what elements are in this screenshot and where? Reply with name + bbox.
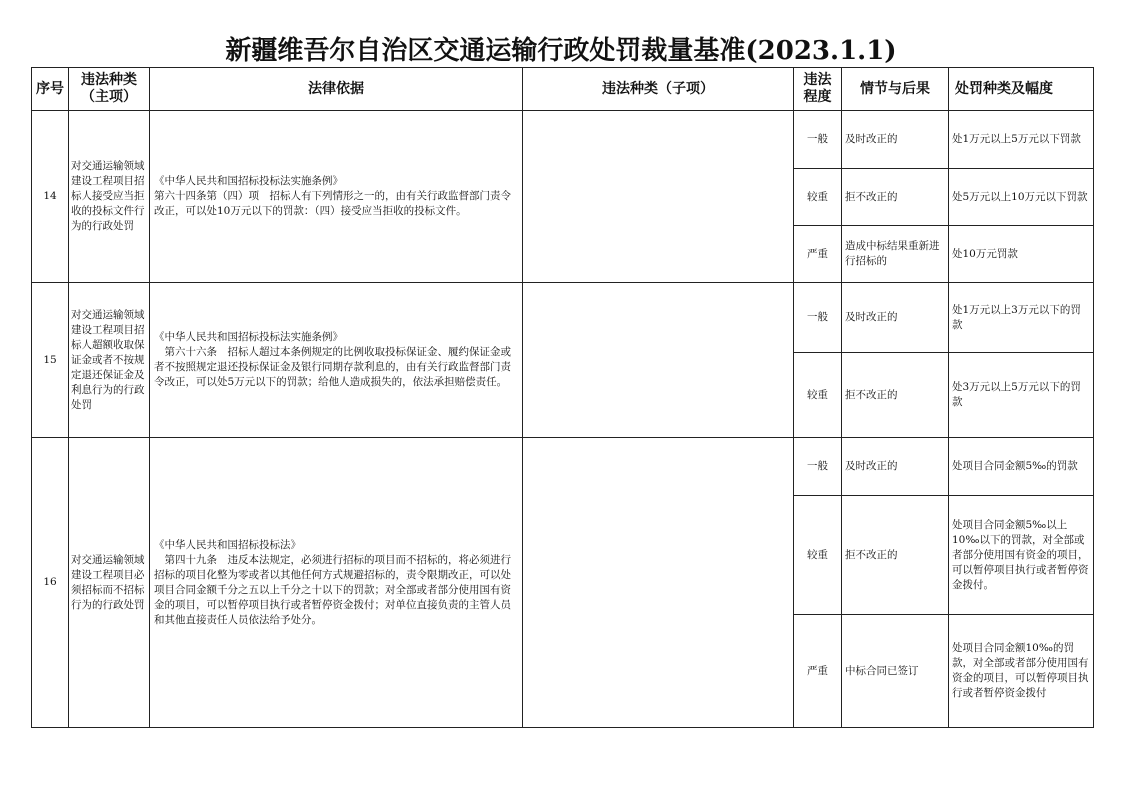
degree-cell: 严重 [794, 226, 842, 283]
row-number: 15 [32, 283, 69, 438]
legal-basis-cell: 《中华人民共和国招标投标法实施条例》 第六十六条 招标人超过本条例规定的比例收取投标保证金、履约保证金或者不按照规定退还投标保证金及银行同期存款利息的，由有关行政监督部门责令改正，可以处5万元以下的罚款；给他人造成损失的，依法承担赔偿责任。 [150, 283, 523, 438]
degree-cell: 较重 [794, 353, 842, 438]
header-circumstances: 情节与后果 [842, 68, 949, 111]
sub-category-cell [523, 283, 794, 438]
degree-cell: 一般 [794, 438, 842, 496]
penalty-cell: 处1万元以上5万元以下罚款 [949, 111, 1094, 169]
table-header-row [32, 68, 1094, 111]
header-penalty: 处罚种类及幅度 [949, 68, 1094, 111]
circumstances-cell: 及时改正的 [842, 438, 949, 496]
main-category-cell: 对交通运输领域建设工程项目招标人超额收取保证金或者不按规定退还保证金及利息行为的行政处罚 [69, 283, 150, 438]
legal-basis-cell: 《中华人民共和国招标投标法》 第四十九条 违反本法规定，必须进行招标的项目而不招标的，将必须进行招标的项目化整为零或者以其他任何方式规避招标的，责令限期改正，可以处项目合同金额千分之五以上千分之十以下的罚款；对全部或者部分使用国有资金的项目，可以暂停项目执行或者暂停资金拨付；对单位直接负责的主管人员和其他直接责任人员依法给予处分。 [150, 438, 523, 728]
penalty-cell: 处项目合同金额10‰的罚款，对全部或者部分使用国有资金的项目，可以暂停项目执行或者暂停资金拨付 [949, 615, 1094, 728]
header-degree: 违法 程度 [794, 68, 842, 111]
legal-basis-cell: 《中华人民共和国招标投标法实施条例》 第六十四条第（四）项 招标人有下列情形之一的，由有关行政监督部门责令改正，可以处10万元以下的罚款：（四）接受应当拒收的投标文件。 [150, 111, 523, 283]
circumstances-cell: 拒不改正的 [842, 169, 949, 226]
penalty-standard-table [31, 67, 1094, 728]
penalty-cell: 处项目合同金额5‰以上10‰以下的罚款，对全部或者部分使用国有资金的项目，可以暂停项目执行或者暂停资金拨付。 [949, 496, 1094, 615]
page-title: 新疆维吾尔自治区交通运输行政处罚裁量基准(2023.1.1) [225, 36, 897, 66]
main-category-cell: 对交通运输领域建设工程项目招标人接受应当拒收的投标文件行为的行政处罚 [69, 111, 150, 283]
penalty-cell: 处5万元以上10万元以下罚款 [949, 169, 1094, 226]
penalty-cell: 处项目合同金额5‰的罚款 [949, 438, 1094, 496]
header-sub-category: 违法种类（子项） [523, 68, 794, 111]
row-number: 16 [32, 438, 69, 728]
header-num: 序号 [32, 68, 69, 111]
sub-category-cell [523, 111, 794, 283]
degree-cell: 一般 [794, 283, 842, 353]
penalty-cell: 处1万元以上3万元以下的罚款 [949, 283, 1094, 353]
row-number: 14 [32, 111, 69, 283]
degree-cell: 较重 [794, 496, 842, 615]
header-legal-basis: 法律依据 [150, 68, 523, 111]
degree-cell: 较重 [794, 169, 842, 226]
penalty-cell: 处3万元以上5万元以下的罚款 [949, 353, 1094, 438]
circumstances-cell: 及时改正的 [842, 111, 949, 169]
table-row [32, 438, 1094, 496]
header-main-category: 违法种类 （主项） [69, 68, 150, 111]
circumstances-cell: 拒不改正的 [842, 496, 949, 615]
circumstances-cell: 中标合同已签订 [842, 615, 949, 728]
circumstances-cell: 拒不改正的 [842, 353, 949, 438]
table-row [32, 111, 1094, 169]
degree-cell: 严重 [794, 615, 842, 728]
circumstances-cell: 及时改正的 [842, 283, 949, 353]
degree-cell: 一般 [794, 111, 842, 169]
penalty-cell: 处10万元罚款 [949, 226, 1094, 283]
sub-category-cell [523, 438, 794, 728]
circumstances-cell: 造成中标结果重新进行招标的 [842, 226, 949, 283]
main-category-cell: 对交通运输领域建设工程项目必须招标而不招标行为的行政处罚 [69, 438, 150, 728]
table-row [32, 283, 1094, 353]
